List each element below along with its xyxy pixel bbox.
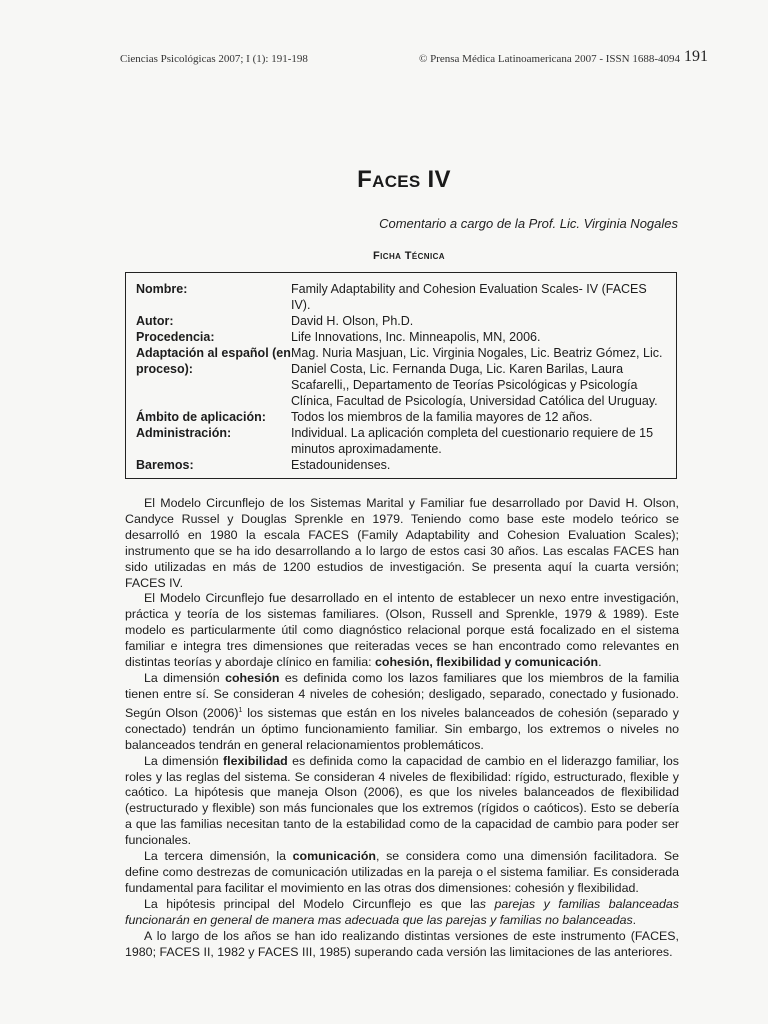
copyright-notice: © Prensa Médica Latinoamericana 2007 - ISSN 1688-4094 [419,53,680,65]
article-subtitle: Comentario a cargo de la Prof. Lic. Virginia Nogales [379,216,678,231]
tech-label: Ámbito de aplicación: [136,410,266,424]
journal-citation: Ciencias Psicológicas 2007; I (1): 191-198 [120,53,308,65]
bold-term: comunicación [292,849,376,864]
tech-label: Administración: [136,426,232,440]
paragraph-6 [125,897,679,929]
tech-label: Baremos: [136,458,194,472]
text-run: . [598,655,602,670]
text-run: , se considera como una dimensión facilitadora. Se define como destrezas de comunicación utilizadas en la pareja o el sistema familiar. Es considerada fundamental para facilitar el movimiento en las otras dos dimensiones: cohesión y flexibilidad. [125,849,679,895]
tech-value: Individual. La aplicación completa del cuestionario requiere de 15 minutos aproximadamente. [291,426,654,456]
tech-row-adaptacion [136,345,666,409]
technical-sheet-box [125,272,677,479]
italic-run: s parejas y familias balanceadas funcionarán en general de manera mas adecuada que las parejas y familias no balanceadas [125,896,679,927]
bold-term: cohesión [225,670,280,685]
tech-value: David H. Olson, Ph.D. [291,314,414,328]
article-title: Faces IV [357,166,451,193]
section-label: Ficha Técnica [373,250,445,262]
tech-label: Nombre: [136,282,188,296]
tech-row-autor [136,313,666,329]
article-body [125,496,679,960]
tech-value: Life Innovations, Inc. Minneapolis, MN, 2006. [291,330,541,344]
text-run: La dimensión [144,753,223,768]
tech-row-procedencia [136,329,666,345]
tech-value: Estadounidenses. [291,458,391,472]
paragraph-5 [125,849,679,897]
text-run: La tercera dimensión, la [144,849,293,864]
text-run: los sistemas que están en los niveles balanceados de cohesión (separado y conectado) tendrán un óptimo funcionamiento familiar. Sin embargo, los extremos o niveles no balanceados tendrán en general relacionamientos problemáticos. [125,705,679,752]
paragraph-1: El Modelo Circunflejo de los Sistemas Marital y Familiar fue desarrollado por David H. Olson, Candyce Russel y Douglas Sprenkle en 1979. Teniendo como base este modelo teórico se desarrolló en 1980 la escala FACES (Family Adaptability and Cohesion Evaluation Scales); instrumento que se ha ido desarrollando a lo largo de estos casi 30 años. Las escalas FACES han sido utilizadas en más de 1200 estudios de investigación. Se presenta aquí la cuarta versión; FACES IV. [125,496,679,590]
tech-row-administracion [136,425,666,457]
text-run: La hipótesis principal del Modelo Circunflejo es que la [144,896,480,911]
paragraph-4 [125,754,679,849]
text-run: es definida como los lazos familiares que los miembros de la familia tienen entre sí. Se consideran 4 niveles de cohesión; desligado, separado, conectado y fusionado. Según Olson (2006) [125,670,680,720]
text-run: . [632,912,637,927]
tech-value: Todos los miembros de la familia mayores de 12 años. [291,410,593,424]
tech-row-baremos [136,457,666,473]
text-run: es definida como la capacidad de cambio en el liderazgo familiar, los roles y las reglas del sistema. Se consideran 4 niveles de flexibilidad: rígido, estructurado, flexible y caótico. La hipótesis que maneja Olson (2006), es que los niveles balanceados de flexibilidad (estructurado y flexible) son más funcionales que los extremos (rígidos o caóticos). Esto se debería a que las familias necesitan tanto de la estabilidad como de la capacidad de cambio para poder ser funcionales. [125,753,679,848]
bold-term: cohesión, flexibilidad y comunicación [375,655,599,670]
footnote-marker: 1 [238,706,243,714]
page-number: 191 [684,48,708,65]
paragraph-2 [125,591,679,671]
tech-label: Procedencia: [136,330,215,344]
tech-row-ambito [136,409,666,425]
tech-row-nombre [136,281,666,313]
bold-term: flexibilidad [223,753,288,768]
paragraph-7: A lo largo de los años se han ido realizando distintas versiones de este instrumento (FACES, 1980; FACES II, 1982 y FACES III, 1985) superando cada versión las limitaciones de las anteriores. [125,928,679,959]
tech-label: Autor: [136,314,174,328]
tech-value: Mag. Nuria Masjuan, Lic. Virginia Nogales, Lic. Beatriz Gómez, Lic. Daniel Costa, Lic. Fernanda Duga, Lic. Karen Barilas, Laura Scafarelli,, Departamento de Teorías Psicológicas y Psicología Clínica, Facultad de Psicología, Universidad Católica del Uruguay. [291,346,663,408]
paragraph-3 [125,671,679,754]
text-run: La dimensión [144,670,226,685]
text-run: El Modelo Circunflejo fue desarrollado en el intento de establecer un nexo entre investigación, práctica y teoría de los sistemas familiares. (Olson, Russell and Sprenkle, 1979 & 1989). Este modelo es particularmente útil como diagnóstico relacional porque está focalizado en el sistema familiar e integra tres dimensiones que reiteradas veces se han encontrado como relevantes en distintas teorías y abordaje clínico en familia: [125,591,679,670]
tech-value: Family Adaptability and Cohesion Evaluation Scales- IV (FACES IV). [291,282,647,312]
tech-label: Adaptación al español (en proceso): [136,346,291,376]
